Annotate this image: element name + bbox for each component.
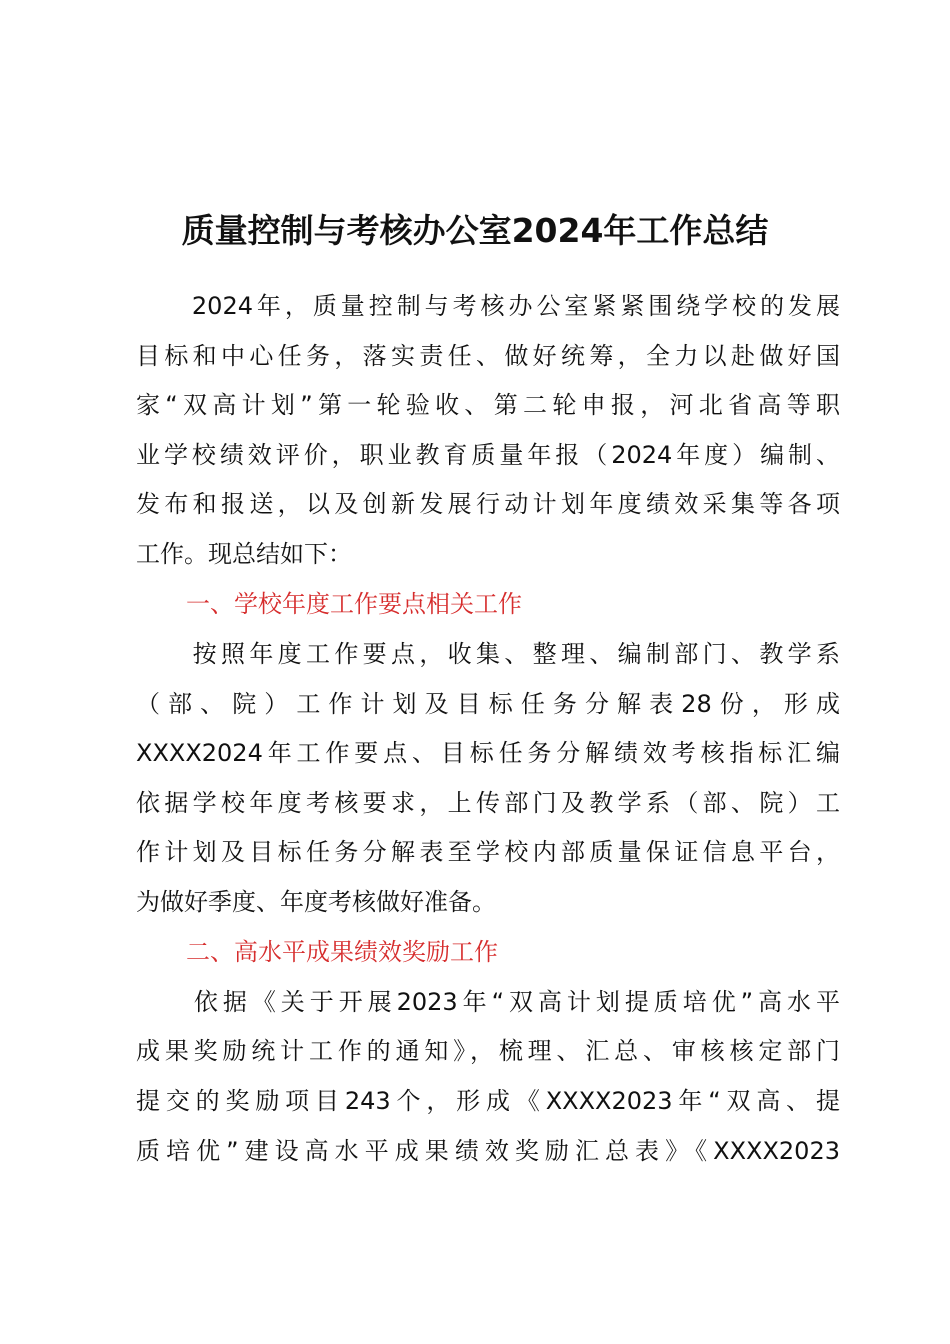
section-heading: 一、学校年度工作要点相关工作 bbox=[186, 590, 522, 618]
paragraph-line: 为做好季度、年度考核做好准备。 bbox=[136, 888, 496, 916]
paragraph-line: 目标和中心任务，落实责任、做好统筹，全力以赴做好国 bbox=[136, 342, 840, 370]
paragraph-line: 工作。现总结如下： bbox=[136, 540, 352, 568]
paragraph-line: 作计划及目标任务分解表至学校内部质量保证信息平台， bbox=[136, 838, 840, 866]
paragraph-line: 家“双高计划”第一轮验收、第二轮申报，河北省高等职 bbox=[136, 391, 840, 419]
paragraph-line: 依据学校年度考核要求，上传部门及教学系（部、院）工 bbox=[136, 789, 840, 817]
paragraph-line: 按照年度工作要点，收集、整理、编制部门、教学系 bbox=[136, 640, 840, 668]
paragraph-line: 成果奖励统计工作的通知》，梳理、汇总、审核核定部门 bbox=[136, 1037, 840, 1065]
paragraph-line: 依据《关于开展2023年“双高计划提质培优”高水平 bbox=[136, 988, 840, 1016]
paragraph-line: 业学校绩效评价，职业教育质量年报（2024年度）编制、 bbox=[136, 441, 840, 469]
paragraph-line: XXXX2024年工作要点、目标任务分解绩效考核指标汇编 bbox=[136, 739, 840, 767]
paragraph-line: 发布和报送，以及创新发展行动计划年度绩效采集等各项 bbox=[136, 490, 840, 518]
paragraph-line: 质培优”建设高水平成果绩效奖励汇总表》《XXXX2023 bbox=[136, 1137, 840, 1165]
document-title: 质量控制与考核办公室2024年工作总结 bbox=[181, 211, 769, 250]
section-heading: 二、高水平成果绩效奖励工作 bbox=[186, 938, 498, 966]
paragraph-line: 2024年，质量控制与考核办公室紧紧围绕学校的发展 bbox=[136, 292, 840, 320]
paragraph-line: 提交的奖励项目243个，形成《XXXX2023年“双高、提 bbox=[136, 1087, 840, 1115]
paragraph-line: （部、院）工作计划及目标任务分解表28份，形成 bbox=[136, 690, 840, 718]
